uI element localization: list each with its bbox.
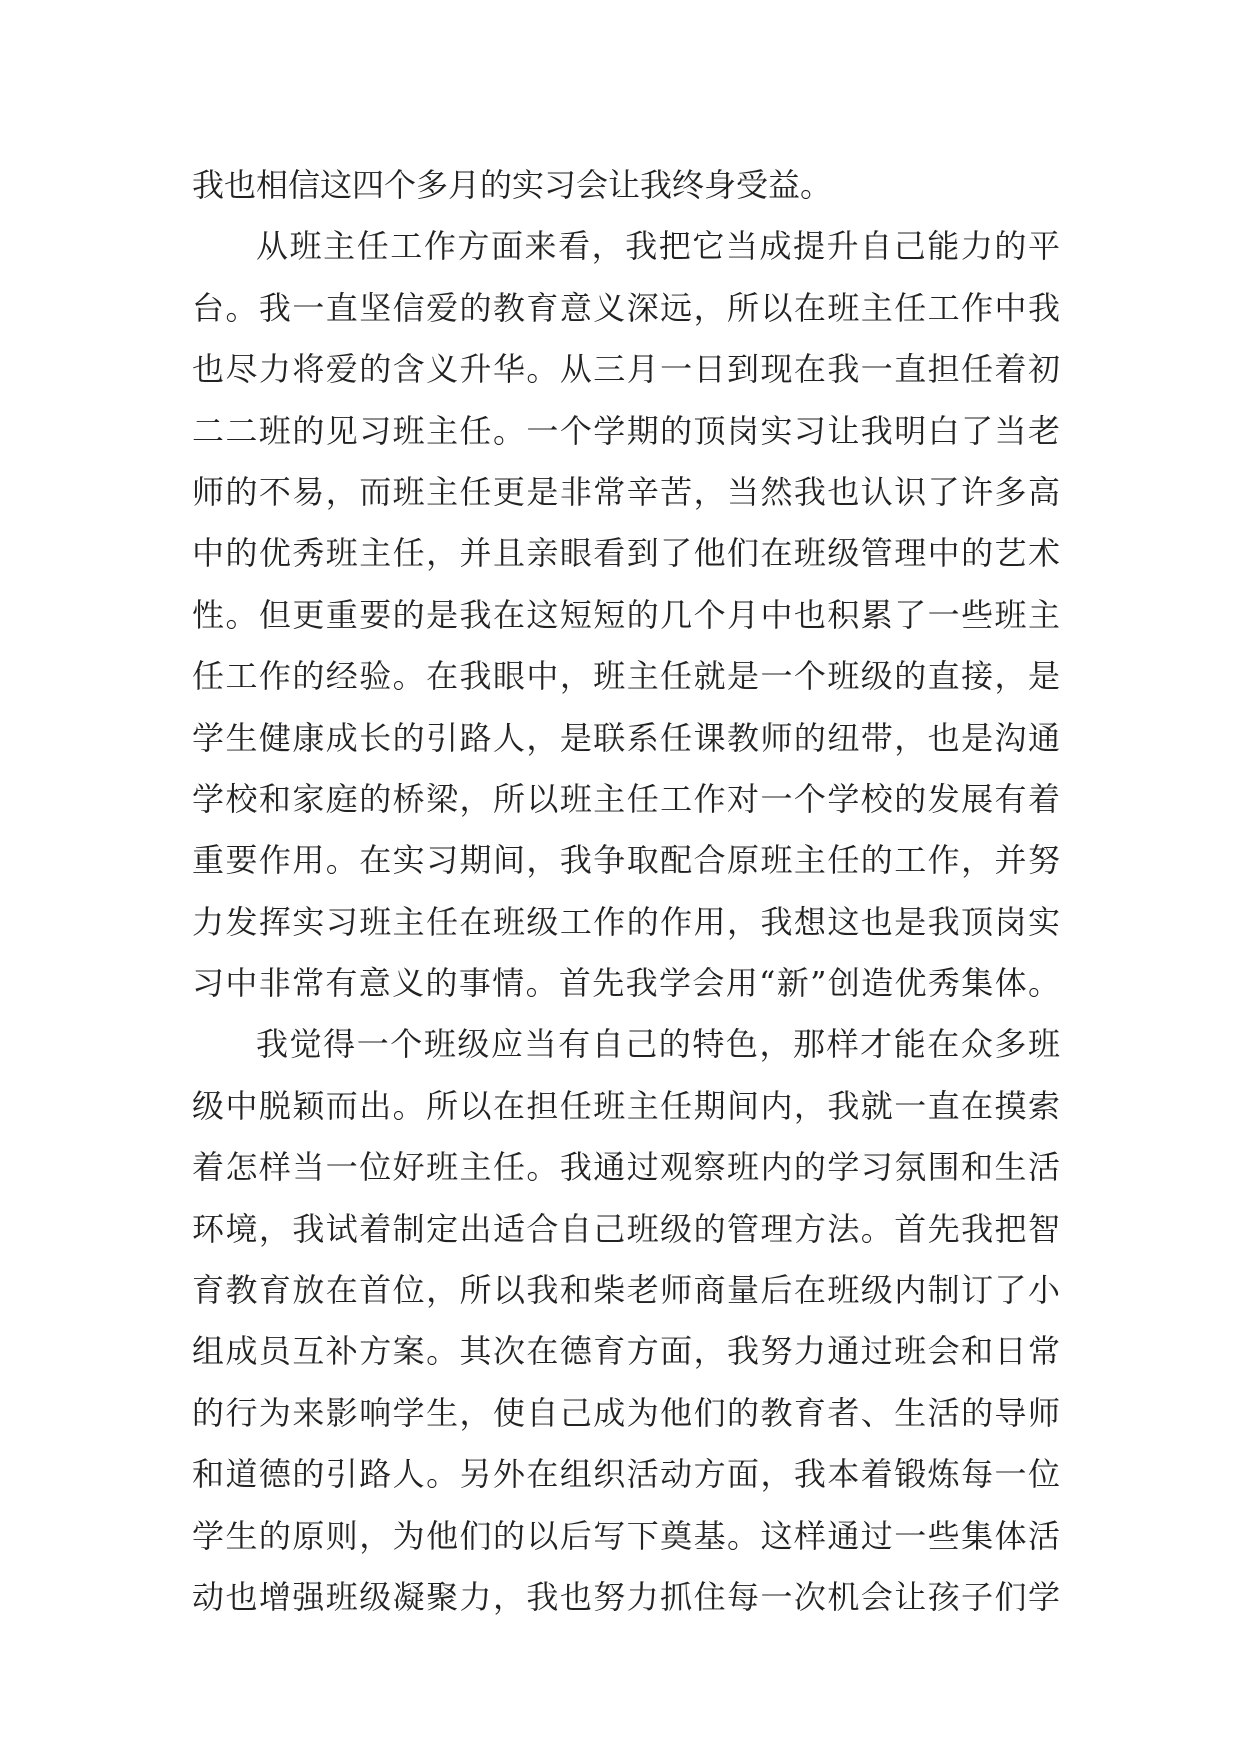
text-line: 二二班的见习班主任。一个学期的顶岗实习让我明白了当老: [192, 411, 1060, 450]
text-line: 中的优秀班主任，并且亲眼看到了他们在班级管理中的艺术: [192, 534, 1060, 573]
text-line: 组成员互补方案。其次在德育方面，我努力通过班会和日常: [192, 1332, 1060, 1371]
text-line: 学生的原则，为他们的以后写下奠基。这样通过一些集体活: [192, 1516, 1060, 1555]
text-line: 着怎样当一位好班主任。我通过观察班内的学习氛围和生活: [192, 1148, 1060, 1187]
text-line: 动也增强班级凝聚力，我也努力抓住每一次机会让孩子们学: [192, 1577, 1060, 1616]
paragraph-start-line: 我觉得一个班级应当有自己的特色，那样才能在众多班: [256, 1025, 1060, 1064]
text-line: 和道德的引路人。另外在组织活动方面，我本着锻炼每一位: [192, 1455, 1060, 1494]
text-line: 学生健康成长的引路人，是联系任课教师的纽带，也是沟通: [192, 718, 1060, 757]
text-line: 我也相信这四个多月的实习会让我终身受益。: [192, 166, 833, 204]
document-body: [192, 155, 1060, 1628]
text-line: 习中非常有意义的事情。首先我学会用“新”创造优秀集体。: [192, 964, 1060, 1003]
text-line: 台。我一直坚信爱的教育意义深远，所以在班主任工作中我: [192, 288, 1060, 327]
text-line: 级中脱颖而出。所以在担任班主任期间内，我就一直在摸索: [192, 1086, 1060, 1125]
text-line: 学校和家庭的桥梁，所以班主任工作对一个学校的发展有着: [192, 779, 1060, 818]
text-line: 也尽力将爱的含义升华。从三月一日到现在我一直担任着初: [192, 350, 1060, 389]
text-line: 重要作用。在实习期间，我争取配合原班主任的工作，并努: [192, 841, 1060, 880]
text-line: 性。但更重要的是我在这短短的几个月中也积累了一些班主: [192, 595, 1060, 634]
text-line: 育教育放在首位，所以我和柴老师商量后在班级内制订了小: [192, 1271, 1060, 1310]
text-line: 力发挥实习班主任在班级工作的作用，我想这也是我顶岗实: [192, 902, 1060, 941]
paragraph-start-line: 从班主任工作方面来看，我把它当成提升自己能力的平: [256, 227, 1060, 266]
text-line: 环境，我试着制定出适合自己班级的管理方法。首先我把智: [192, 1209, 1060, 1248]
text-line: 师的不易，而班主任更是非常辛苦，当然我也认识了许多高: [192, 472, 1060, 511]
text-line: 的行为来影响学生，使自己成为他们的教育者、生活的导师: [192, 1393, 1060, 1432]
text-line: 任工作的经验。在我眼中，班主任就是一个班级的直接，是: [192, 657, 1060, 696]
